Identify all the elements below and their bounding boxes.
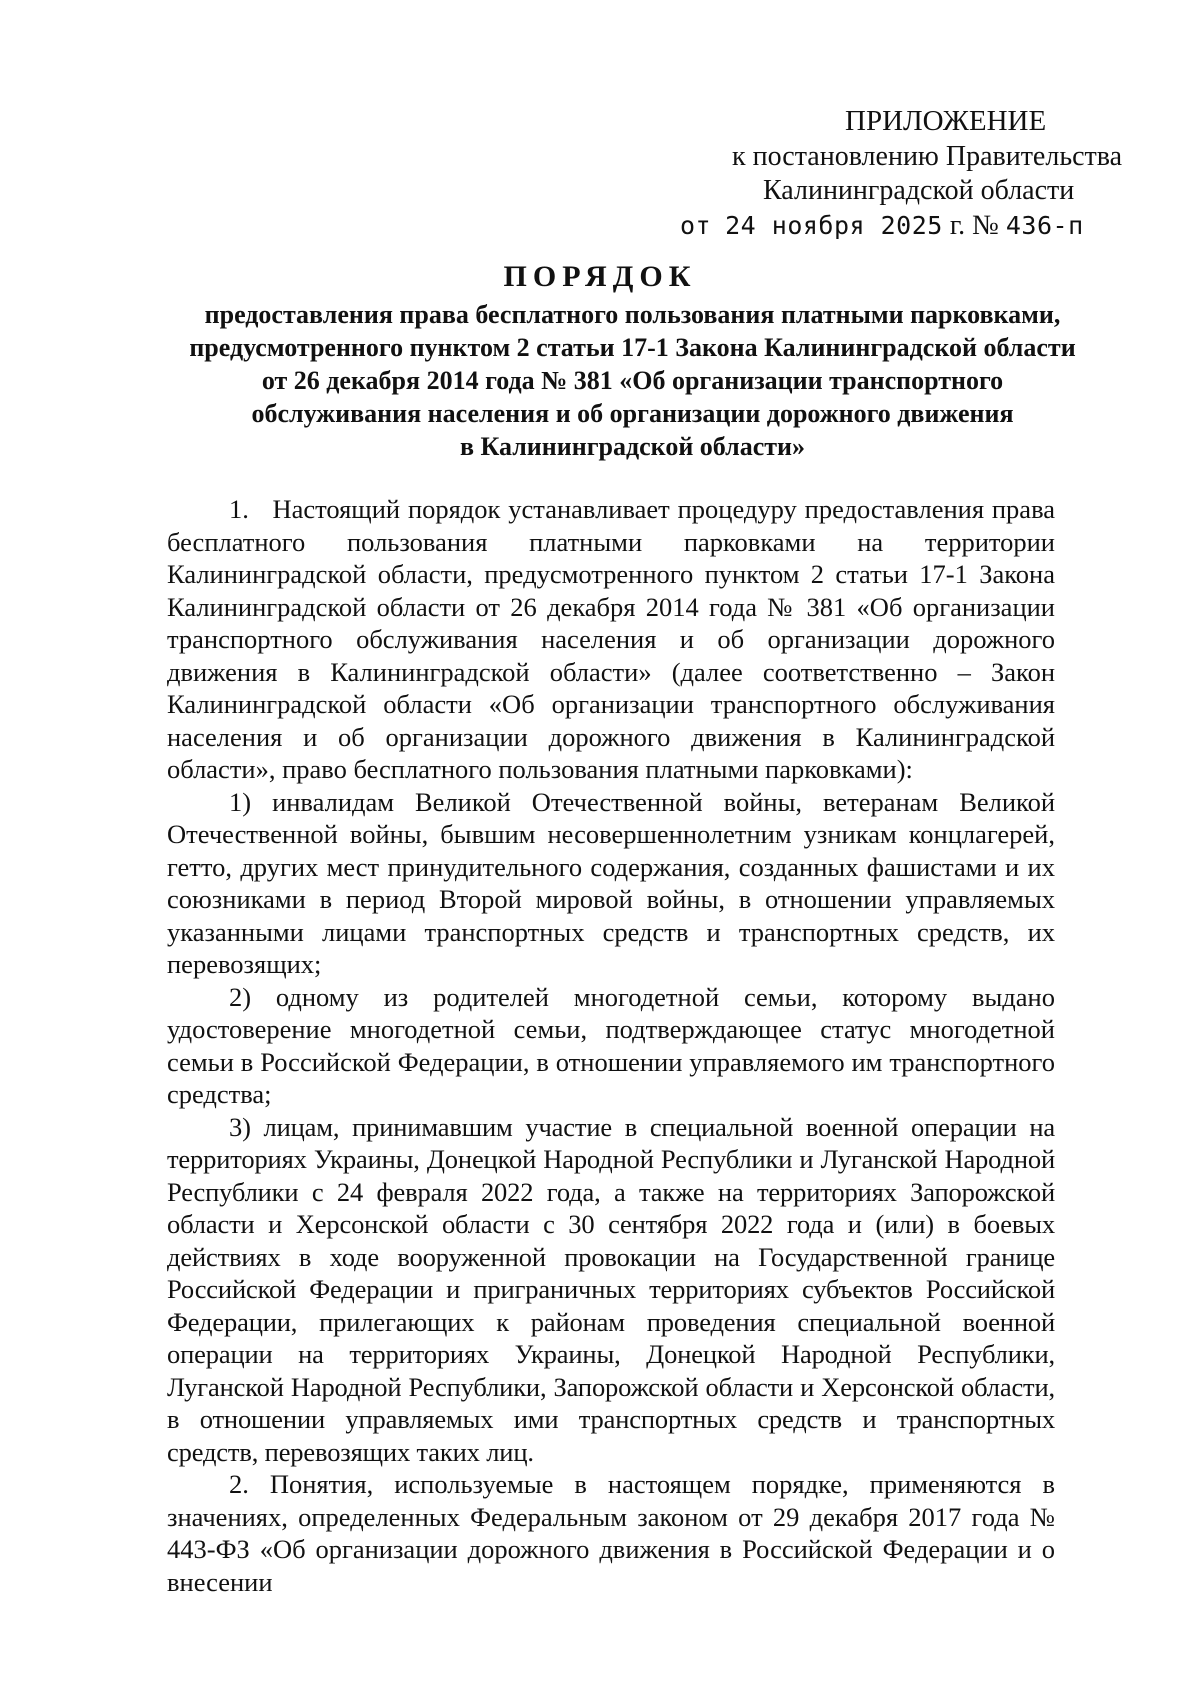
appendix-title: ПРИЛОЖЕНИЕ [845,105,1047,137]
paragraph-1-item-2: 2) одному из родителей многодетной семьи, которому выдано удостоверение многодетной семьи, подтверждающее статус многодетной семьи в Российской Федерации, в отношении управляемого им транспортного средства; [167,981,1055,1109]
document-body [167,493,1055,1598]
document-title: ПОРЯДОК [503,260,697,293]
paragraph-1-item-1: 1) инвалидам Великой Отечественной войны, ветеранам Великой Отечественной войны, бывшим несовершеннолетним узникам концлагерей, гетто, других мест принудительного содержания, созданных фашистами и их союзниками в период Второй мировой войны, в отношении управляемых указанными лицами транспортных средств и транспортных средств, их перевозящих; [167,786,1055,979]
paragraph-1: 1. Настоящий порядок устанавливает процедуру предоставления права бесплатного пользования платными парковками на территории Калининградской области, предусмотренного пунктом 2 статьи 17-1 Закона Калининградской области от 26 декабря 2014 года № 381 «Об организации транспортного обслуживания населения и об организации дорожного движения в Калининградской области» (далее соответственно – Закон Калининградской области «Об организации транспортного обслуживания населения и об организации дорожного движения в Калининградской области», право бесплатного пользования платными парковками): [167,494,1055,784]
appendix-resolution-line: к постановлению Правительства [732,141,1123,172]
number-prefix: г. № [949,210,999,241]
date-prefix: от [680,211,712,240]
paragraph-1-item-3: 3) лицам, принимавшим участие в специальной военной операции на территориях Украины, Донецкой Народной Республики и Луганской Народной Республики с 24 февраля 2022 года, а также на территориях Запорожской области и Херсонской области с 30 сентября 2022 года и (или) в боевых действиях в ходе вооруженной провокации на Государственной границе Российской Федерации и приграничных территориях субъектов Российской Федерации, прилегающих к районам проведения специальной военной операции на территориях Украины, Донецкой Народной Республики, Луганской Народной Республики, Запорожской области и Херсонской области, в отношении управляемых ими транспортных средств и транспортных средств, перевозящих таких лиц. [167,1111,1055,1467]
paragraph-2: 2. Понятия, используемые в настоящем порядке, применяются в значениях, определенных Федеральным законом от 29 декабря 2017 года № 443-ФЗ «Об организации дорожного движения в Российской Федерации и о внесении [167,1469,1055,1597]
date-value: 24 ноября 2025 [725,211,943,240]
subtitle-line: предоставления права бесплатного пользования платными парковками, [204,300,1061,329]
subtitle-line: от 26 декабря 2014 года № 381 «Об организации транспортного [261,366,1004,395]
subtitle-line: предусмотренного пунктом 2 статьи 17-1 Закона Калининградской области [189,333,1076,362]
subtitle-line: в Калининградской области» [459,432,806,461]
appendix-date-line [680,209,1084,243]
document-subtitle [165,298,1100,463]
appendix-region-line: Калининградской области [763,175,1075,206]
subtitle-line: обслуживания населения и об организации дорожного движения [251,399,1014,428]
number-value: 436-п [1005,211,1084,240]
